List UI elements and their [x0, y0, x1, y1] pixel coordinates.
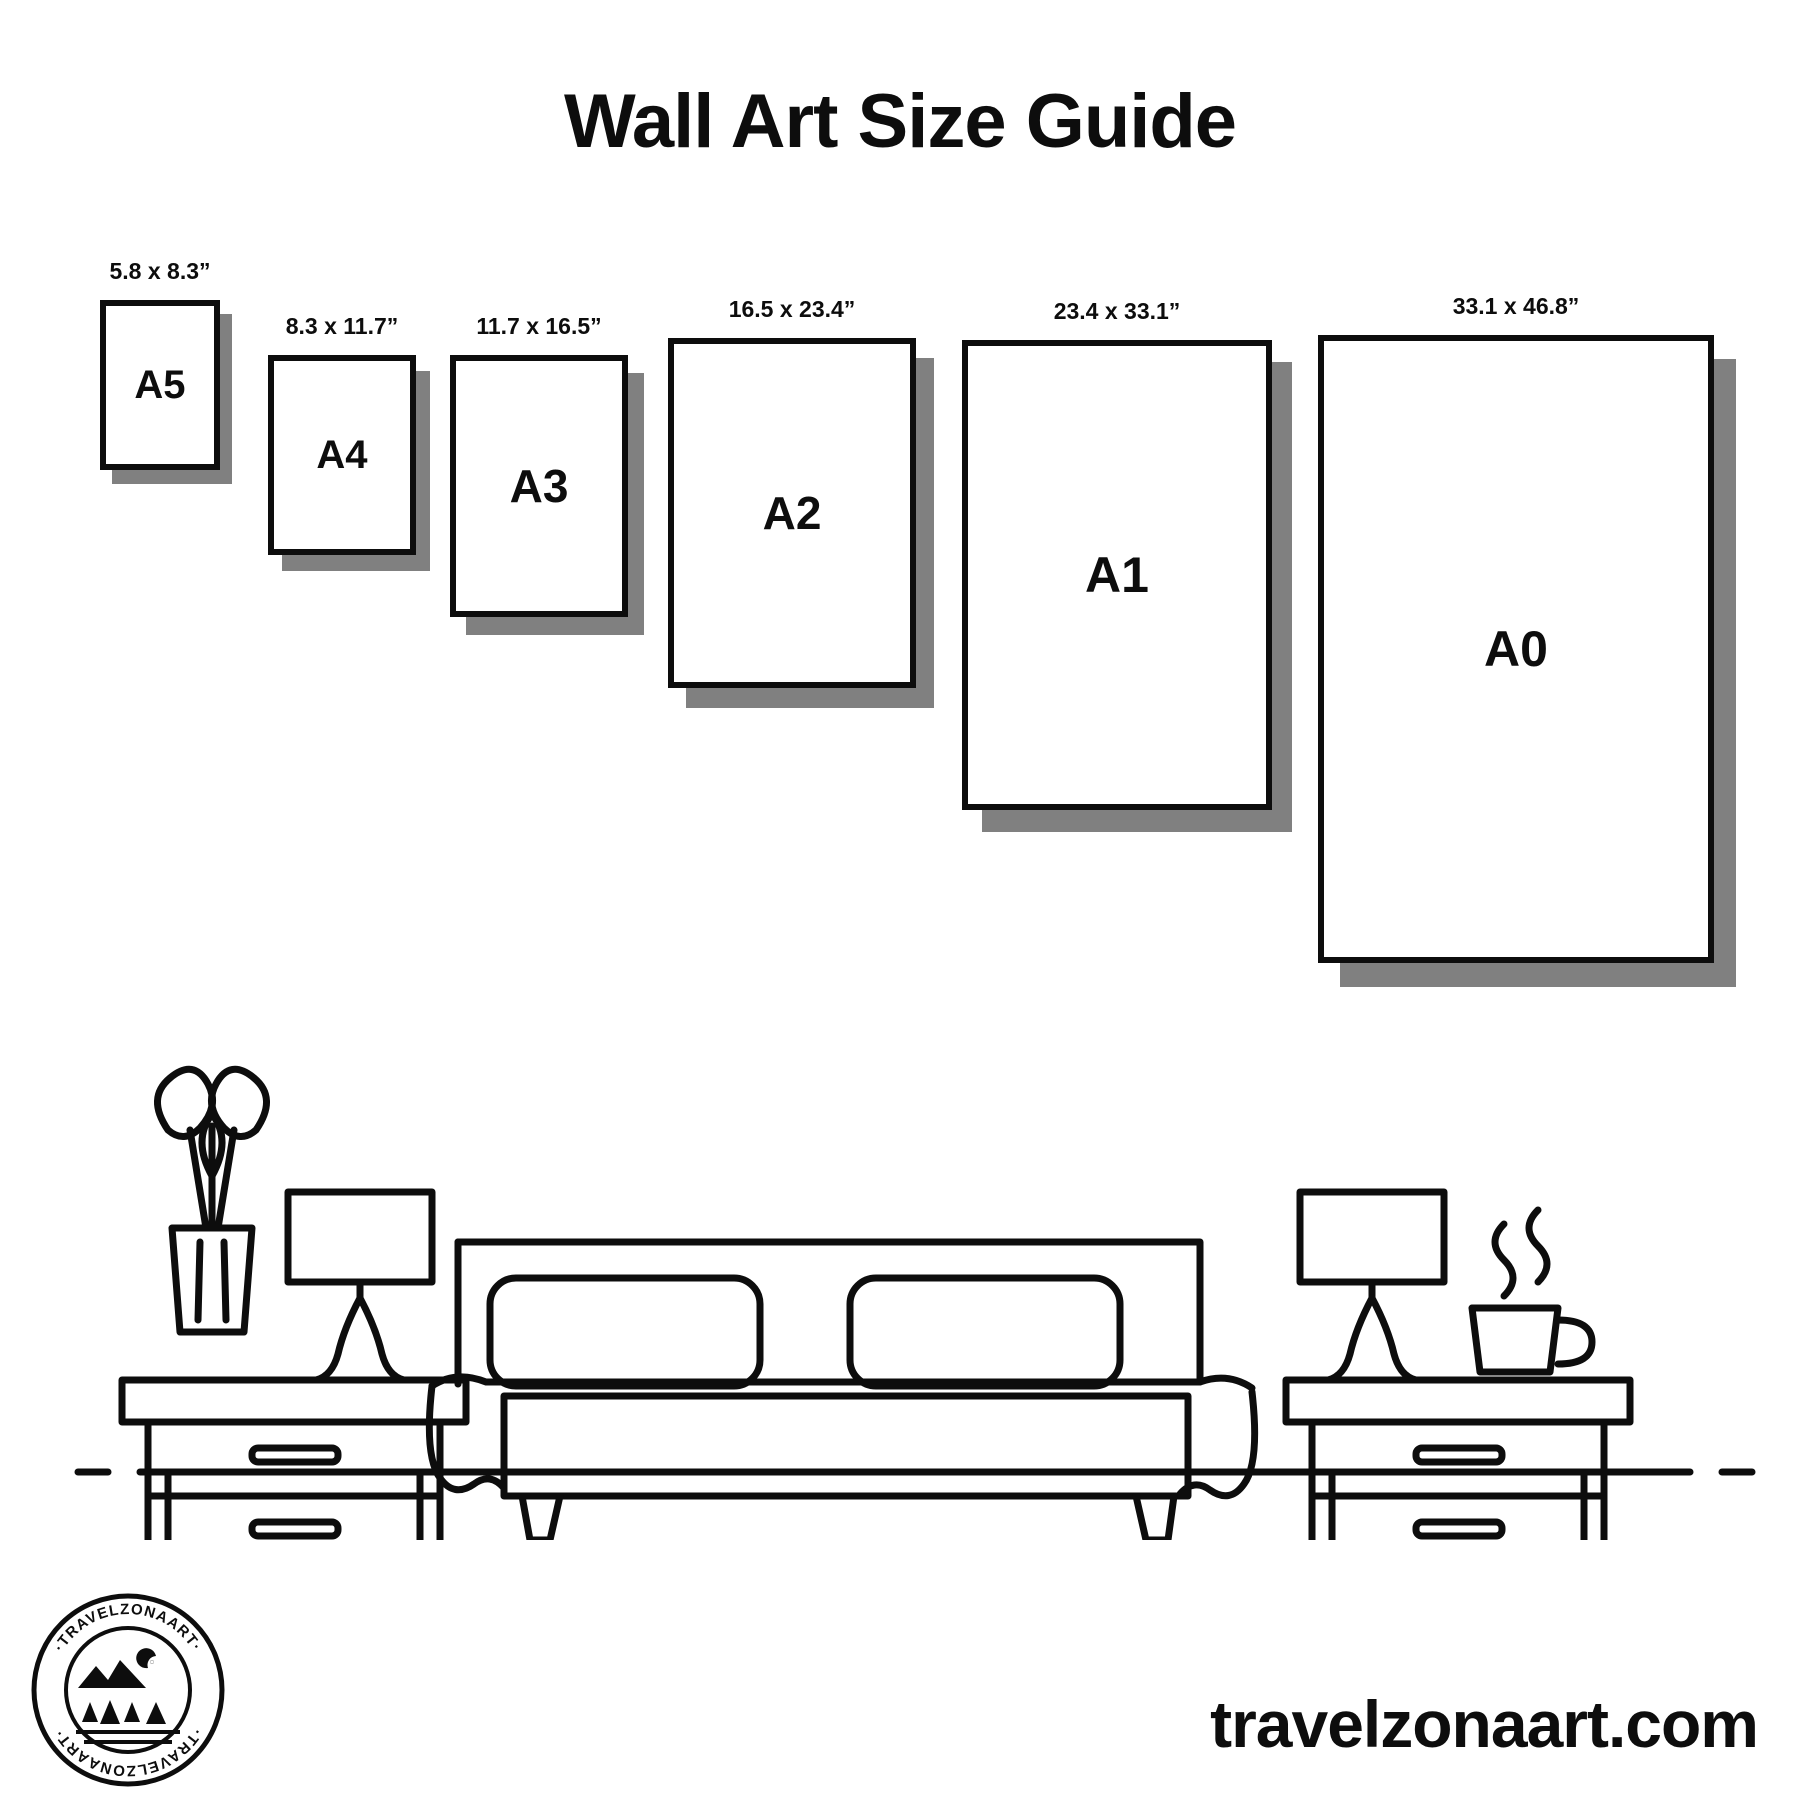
bed-icon	[429, 1242, 1254, 1540]
frame-dimension-a5: 5.8 x 8.3”	[109, 258, 211, 284]
frame-label-a0: A0	[1484, 621, 1548, 677]
frame-box-a3[interactable]	[450, 355, 628, 617]
frame-box-a2[interactable]	[668, 338, 916, 688]
frame-group-a0	[1318, 293, 1714, 963]
nightstand-right-icon	[1286, 1380, 1630, 1540]
table-lamp-left-icon	[288, 1192, 432, 1380]
frame-label-a2: A2	[762, 487, 822, 539]
vase-with-plant-icon	[157, 1069, 266, 1332]
frame-group-a3	[450, 313, 628, 617]
frame-box-a1[interactable]	[962, 340, 1272, 810]
frame-dimension-a0: 33.1 x 46.8”	[1452, 293, 1580, 319]
logo-bottom-text: ·TRAVELZONAART·	[50, 1725, 206, 1780]
frame-box-a5[interactable]	[100, 300, 220, 470]
table-lamp-right-icon	[1300, 1192, 1444, 1380]
page-title: Wall Art Size Guide	[563, 79, 1237, 164]
frame-label-a5: A5	[134, 362, 186, 407]
nightstand-left-icon	[122, 1380, 466, 1540]
frame-group-a2	[668, 296, 916, 688]
frame-box-a0[interactable]	[1318, 335, 1714, 963]
frame-dimension-a4: 8.3 x 11.7”	[285, 313, 399, 339]
frame-group-a4	[268, 313, 416, 555]
frame-label-a3: A3	[509, 460, 569, 512]
frame-box-a4[interactable]	[268, 355, 416, 555]
frame-group-a1	[962, 298, 1272, 810]
coffee-cup-icon	[1472, 1210, 1592, 1372]
frame-group-a5	[100, 258, 220, 470]
brand-logo[interactable]	[28, 1590, 228, 1790]
website-url[interactable]: travelzonaart.com	[1210, 1687, 1758, 1761]
logo-top-text: ·TRAVELZONAART·	[50, 1600, 206, 1655]
frame-label-a1: A1	[1085, 547, 1149, 603]
frame-label-a4: A4	[316, 432, 368, 477]
frame-dimension-a2: 16.5 x 23.4”	[728, 296, 856, 322]
logo-landscape-icon	[76, 1648, 180, 1742]
frame-dimension-a1: 23.4 x 33.1”	[1053, 298, 1181, 324]
frame-dimension-a3: 11.7 x 16.5”	[476, 313, 602, 339]
bedroom-scene	[60, 980, 1760, 1540]
